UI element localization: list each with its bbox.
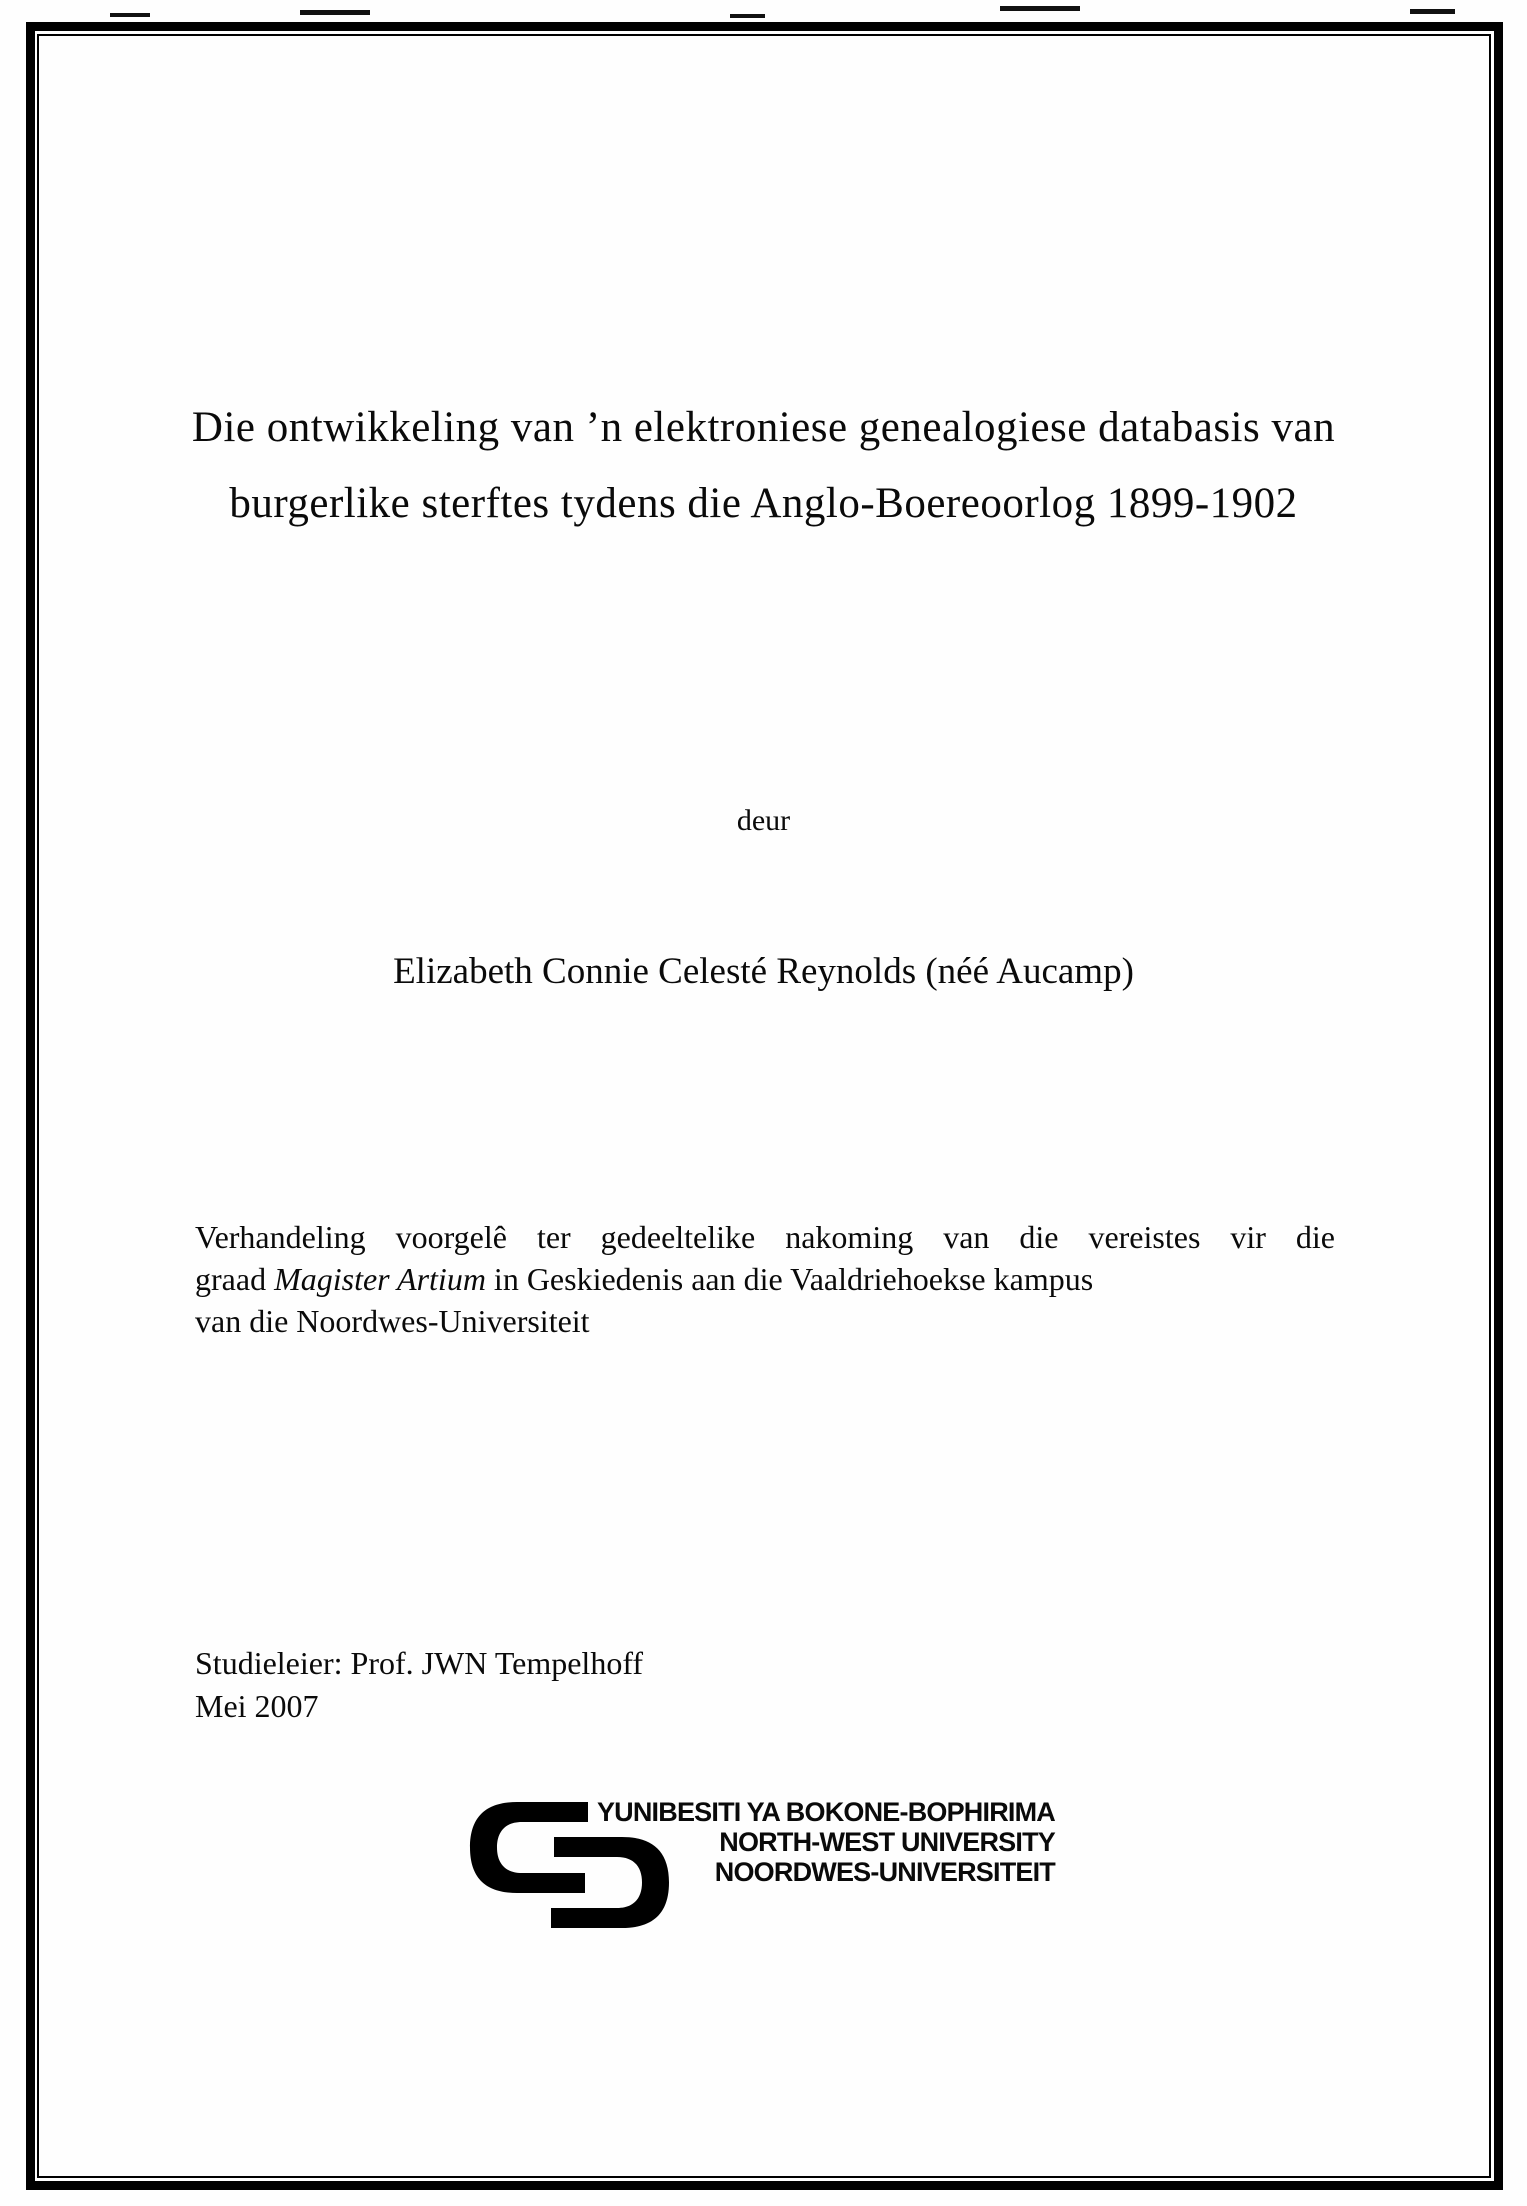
title-line-2: burgerlike sterftes tydens die Anglo-Boereoorlog 1899-1902 bbox=[229, 480, 1298, 527]
degree-name: Magister Artium bbox=[274, 1261, 486, 1297]
scan-artifact bbox=[1000, 6, 1080, 11]
statement-line-2 bbox=[195, 1258, 1335, 1300]
submission-statement bbox=[195, 1216, 1335, 1342]
page-title bbox=[60, 390, 1467, 542]
statement-line-2-pre: graad bbox=[195, 1261, 275, 1297]
statement-line-2-post: in Geskiedenis aan die Vaaldriehoekse kampus bbox=[485, 1261, 1094, 1297]
scan-artifact bbox=[730, 14, 765, 18]
supervisor-block bbox=[195, 1642, 643, 1728]
supervisor: Studieleier: Prof. JWN Tempelhoff bbox=[195, 1645, 644, 1681]
statement-line-1: Verhandeling voorgelê ter gedeeltelike nakoming van die vereistes vir die bbox=[195, 1219, 1335, 1255]
date: Mei 2007 bbox=[195, 1688, 319, 1724]
logo-line-afrikaans: NOORDWES-UNIVERSITEIT bbox=[714, 1857, 1055, 1887]
logo-line-english: NORTH-WEST UNIVERSITY bbox=[719, 1827, 1055, 1857]
logo-line-setswana: YUNIBESITI YA BOKONE-BOPHIRIMA bbox=[596, 1797, 1055, 1827]
author-name: Elizabeth Connie Celesté Reynolds (néé Aucamp) bbox=[393, 951, 1134, 992]
byline: deur bbox=[736, 804, 791, 837]
scan-artifact bbox=[300, 10, 370, 15]
university-logo-text bbox=[590, 1797, 1055, 1887]
title-line-1: Die ontwikkeling van ’n elektroniese genealogiese databasis van bbox=[191, 404, 1336, 451]
scan-artifact bbox=[110, 13, 150, 17]
university-logo bbox=[465, 1788, 1065, 1953]
scan-artifact bbox=[1410, 9, 1455, 14]
statement-line-3: van die Noordwes-Universiteit bbox=[195, 1303, 590, 1339]
